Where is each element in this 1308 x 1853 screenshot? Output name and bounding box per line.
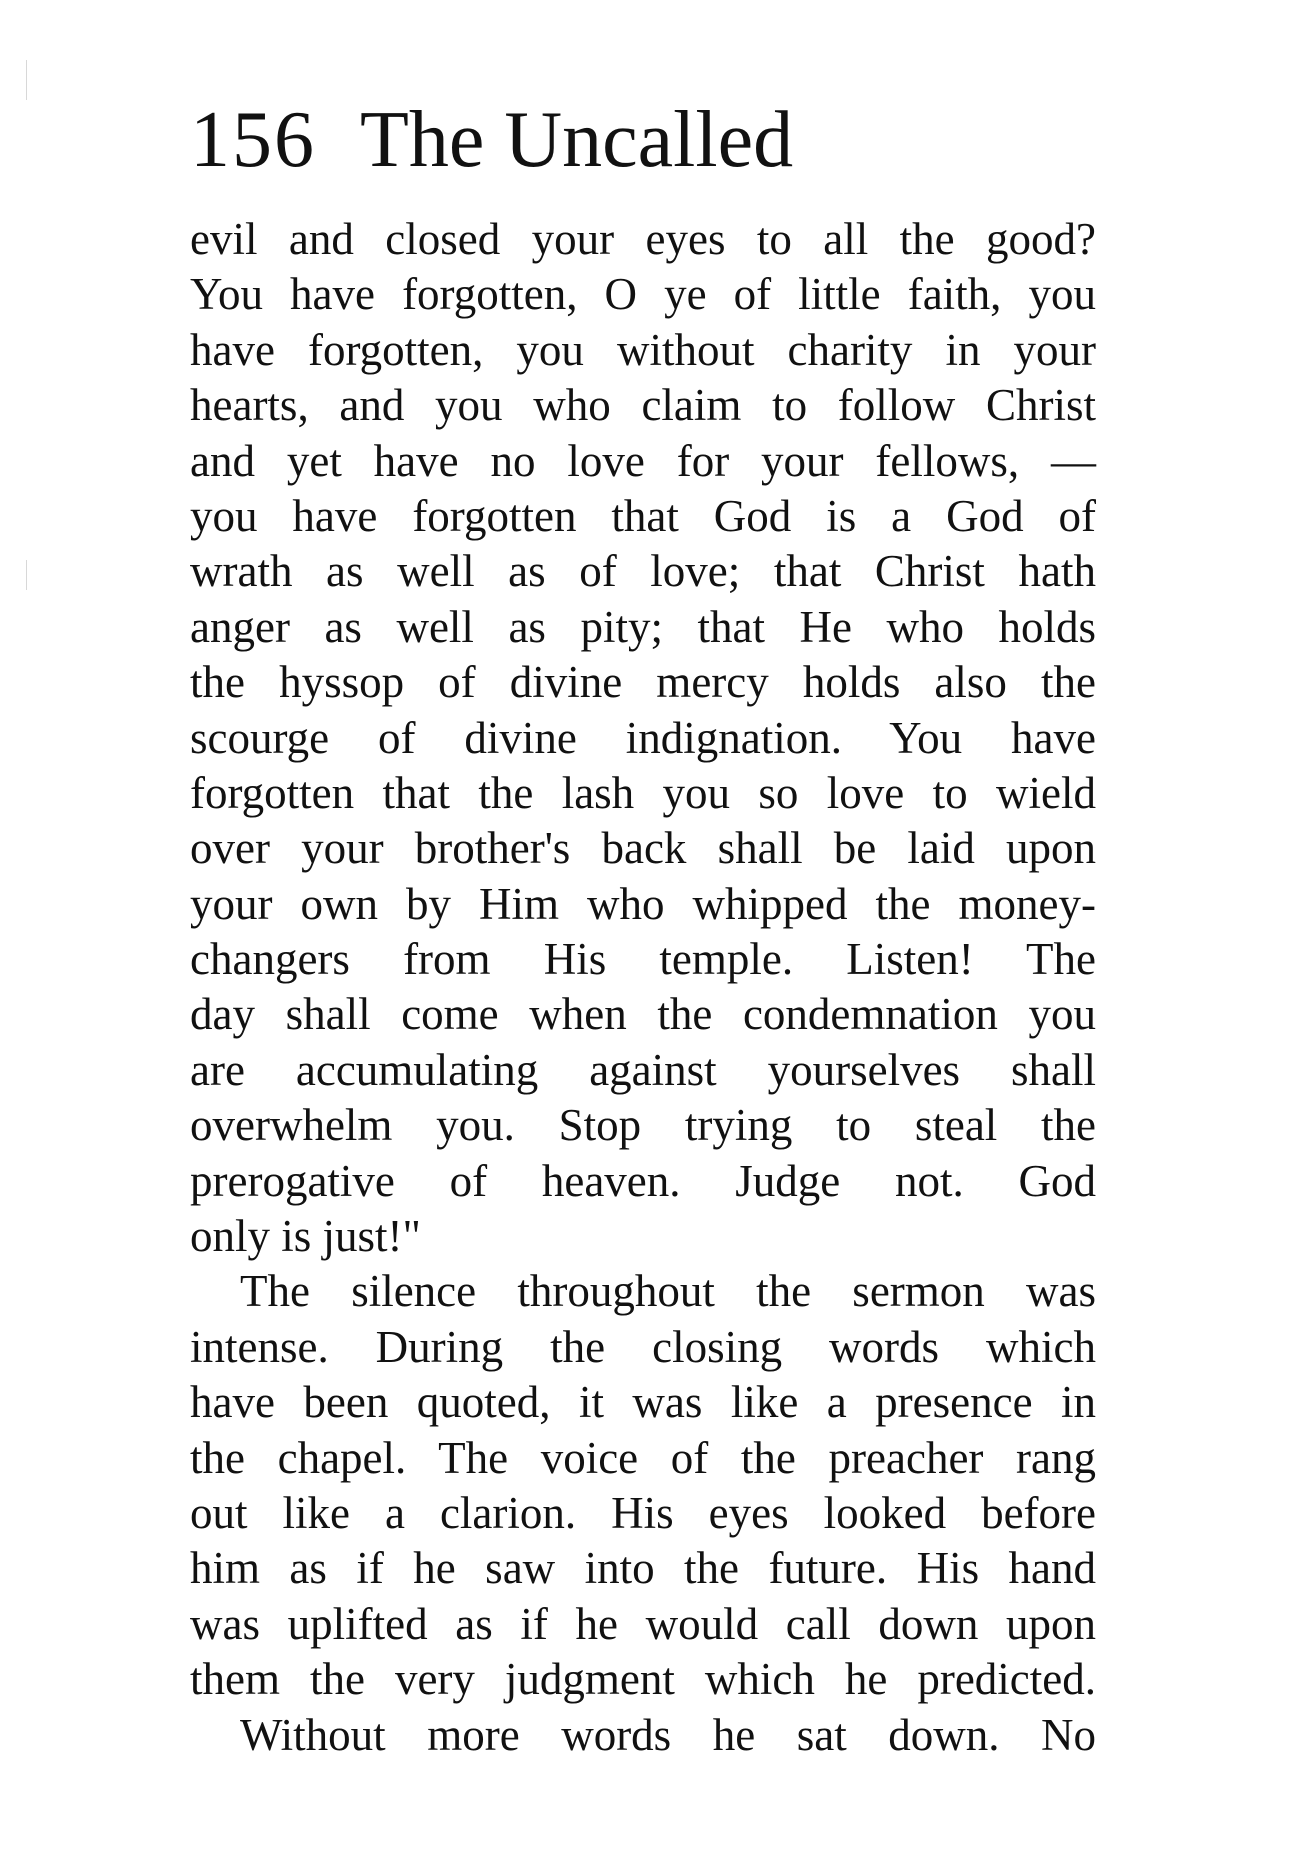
text-line: anger as well as pity; that He who holds <box>190 601 1096 652</box>
text-line: scourge of divine indignation. You have <box>190 712 1096 763</box>
paragraph-start-line: Without more words he sat down. No <box>240 1709 1096 1760</box>
text-line: prerogative of heaven. Judge not. God <box>190 1155 1096 1206</box>
text-line: intense. During the closing words which <box>190 1321 1096 1372</box>
text-line: You have forgotten, O ye of little faith, you <box>190 269 1096 320</box>
text-line: the hyssop of divine mercy holds also the <box>190 657 1096 708</box>
text-line: the chapel. The voice of the preacher rang <box>190 1432 1096 1483</box>
text-line: you have forgotten that God is a God of <box>190 490 1096 541</box>
text-line: hearts, and you who claim to follow Christ <box>190 380 1096 431</box>
book-title: The Uncalled <box>360 96 794 184</box>
text-line: overwhelm you. Stop trying to steal the <box>190 1100 1096 1151</box>
paragraph-end-line: them the very judgment which he predicted. <box>190 1654 1096 1705</box>
page-number: 156 <box>190 96 316 184</box>
page-edge-mark <box>26 60 27 100</box>
text-line: out like a clarion. His eyes looked before <box>190 1487 1096 1538</box>
text-line: are accumulating against yourselves shall <box>190 1044 1096 1095</box>
text-line: evil and closed your eyes to all the good? <box>190 214 1096 264</box>
text-line: over your brother's back shall be laid upon <box>190 823 1096 874</box>
text-line: and yet have no love for your fellows, — <box>190 435 1096 486</box>
text-line: changers from His temple. Listen! The <box>190 934 1096 985</box>
text-line: have forgotten, you without charity in your <box>190 324 1096 375</box>
paragraph-end-line: only is just!" <box>190 1211 421 1262</box>
text-line: forgotten that the lash you so love to wield <box>190 767 1096 818</box>
text-line: your own by Him who whipped the money- <box>190 878 1096 929</box>
body-text <box>190 212 1096 1763</box>
paragraph-start-line: The silence throughout the sermon was <box>240 1266 1096 1317</box>
running-head <box>190 95 793 185</box>
text-line: him as if he saw into the future. His hand <box>190 1543 1096 1594</box>
text-line: day shall come when the condemnation you <box>190 989 1096 1040</box>
page-edge-mark <box>26 560 27 590</box>
text-line: have been quoted, it was like a presence in <box>190 1377 1096 1428</box>
text-line: wrath as well as of love; that Christ hath <box>190 546 1096 597</box>
text-line: was uplifted as if he would call down upon <box>190 1598 1096 1649</box>
